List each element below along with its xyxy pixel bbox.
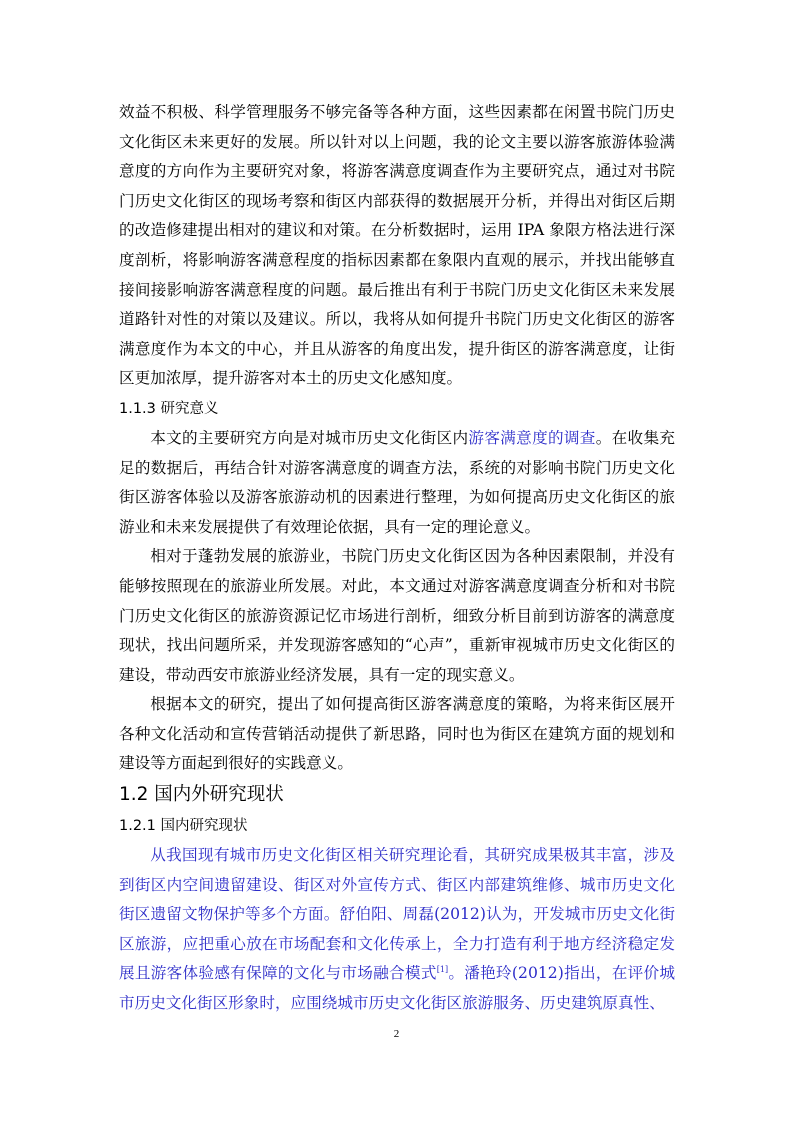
text-run: 从我国现有城市历史文化街区相关研究理论看，其研究成果极其丰富，涉及到街区内空间遗留建设、街区对外宣传方式、街区内部建筑维修、城市历史文化街区遗留文物保护等多个方面。舒伯阳、周磊(2012)认为，开发城市历史文化街区旅游，应把重心放在市场配套和文化传承上，全力打造有利于地方经济稳定发展且游客体验感有保障的文化与市场融合模式 xyxy=(119,846,675,983)
linked-text[interactable]: 游客满意度的调查 xyxy=(468,428,596,447)
paragraph-research-significance-3: 根据本文的研究，提出了如何提高街区游客满意度的策略，为将来街区展开各种文化活动和宣传营销活动提供了新思路，同时也为街区在建筑方面的规划和建设等方面起到很好的实践意义。 xyxy=(119,695,675,773)
text-run: 本文的主要研究方向是对城市历史文化街区内 xyxy=(150,428,469,447)
paragraph-domestic-research xyxy=(119,841,675,1019)
citation-ref[interactable]: [1] xyxy=(436,965,449,975)
paragraph-research-significance-1 xyxy=(119,424,675,542)
heading-1-1-3: 1.1.3 研究意义 xyxy=(119,400,219,417)
paragraph-intro-continued: 效益不积极、科学管理服务不够完备等各种方面，这些因素都在闲置书院门历史文化街区未来更好的发展。所以针对以上问题，我的论文主要以游客旅游体验满意度的方向作为主要研究对象，将游客满意度调查作为主要研究点，通过对书院门历史文化街区的现场考察和街区内部获得的数据展开分析，并得出对街区后期的改造修建提出相对的建议和对策。在分析数据时，运用 IPA 象限方格法进行深度剖析，将影响游客满意程度的指标因素都在象限内直观的展示，并找出能够直接间接影响游客满意程度的问题。最后推出有利于书院门历史文化街区未来发展道路针对性的对策以及建议。所以，我将从如何提升书院门历史文化街区的游客满意度作为本文的中心，并且从游客的角度出发，提升街区的游客满意度，让街区更加浓厚，提升游客对本土的历史文化感知度。 xyxy=(119,103,675,388)
heading-1-2-1: 1.2.1 国内研究现状 xyxy=(119,818,248,835)
text-run: 。在收集充足的数据后，再结合针对游客满意度的调查方法，系统的对影响书院门历史文化街区游客体验以及游客旅游动机的因素进行整理，为如何提高历史文化街区的旅游业和未来发展提供了有效理论依据，具有一定的理论意义。 xyxy=(119,428,675,536)
text-run: 。潘艳玲(2012)指出，在评价城市历史文化街区形象时，应围绕城市历史文化街区旅游服务、历史建筑原真性、 xyxy=(119,964,675,1013)
page-number: 2 xyxy=(393,1028,400,1040)
paragraph-research-significance-2: 相对于蓬勃发展的旅游业，书院门历史文化街区因为各种因素限制，并没有能够按照现在的旅游业所发展。对此，本文通过对游客满意度调查分析和对书院门历史文化街区的旅游资源记忆市场进行剖析，细致分析目前到访游客的满意度现状，找出问题所采，并发现游客感知的“心声”，重新审视城市历史文化街区的建设，带动西安市旅游业经济发展，具有一定的现实意义。 xyxy=(119,547,675,684)
document-page xyxy=(119,98,675,1019)
heading-1-2: 1.2 国内外研究现状 xyxy=(119,784,284,806)
